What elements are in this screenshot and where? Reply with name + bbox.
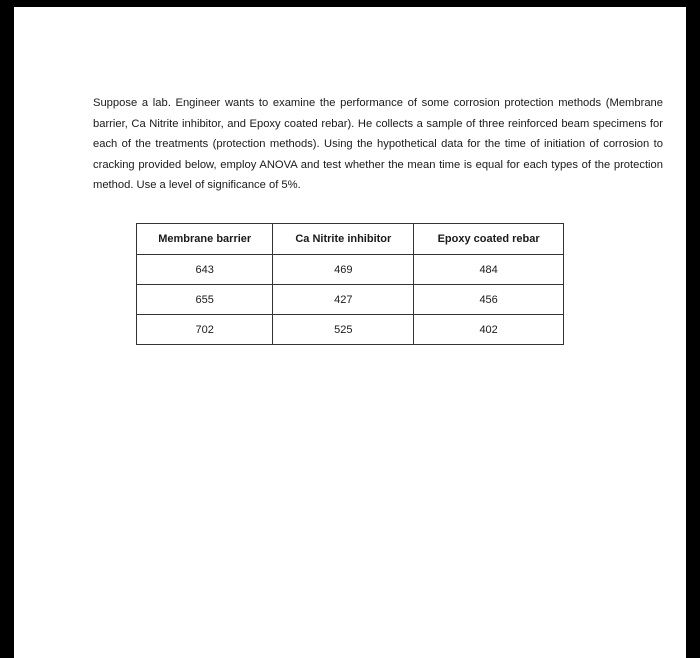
data-table xyxy=(136,223,564,345)
table-cell: 402 xyxy=(414,315,564,345)
table-cell: 655 xyxy=(137,285,273,315)
table-row xyxy=(137,285,564,315)
problem-statement: Suppose a lab. Engineer wants to examine the performance of some corrosion protection methods (Membrane barrier, Ca Nitrite inhibitor, and Epoxy coated rebar). He collects a sample of three reinforced beam specimens for each of the treatments (protection methods). Using the hypothetical data for the time of initiation of corrosion to cracking provided below, employ ANOVA and test whether the mean time is equal for each types of the protection method. Use a level of significance of 5%. xyxy=(93,97,663,191)
table-cell: 456 xyxy=(414,285,564,315)
table-cell: 427 xyxy=(273,285,414,315)
column-header-ca-nitrite-inhibitor: Ca Nitrite inhibitor xyxy=(273,224,414,255)
column-header-epoxy-coated-rebar: Epoxy coated rebar xyxy=(414,224,564,255)
table-row xyxy=(137,315,564,345)
document-page xyxy=(14,7,686,658)
column-header-membrane-barrier: Membrane barrier xyxy=(137,224,273,255)
table-cell: 484 xyxy=(414,255,564,285)
table-row xyxy=(137,255,564,285)
table-cell: 702 xyxy=(137,315,273,345)
table-header-row xyxy=(137,224,564,255)
table-cell: 525 xyxy=(273,315,414,345)
table-cell: 469 xyxy=(273,255,414,285)
table-cell: 643 xyxy=(137,255,273,285)
